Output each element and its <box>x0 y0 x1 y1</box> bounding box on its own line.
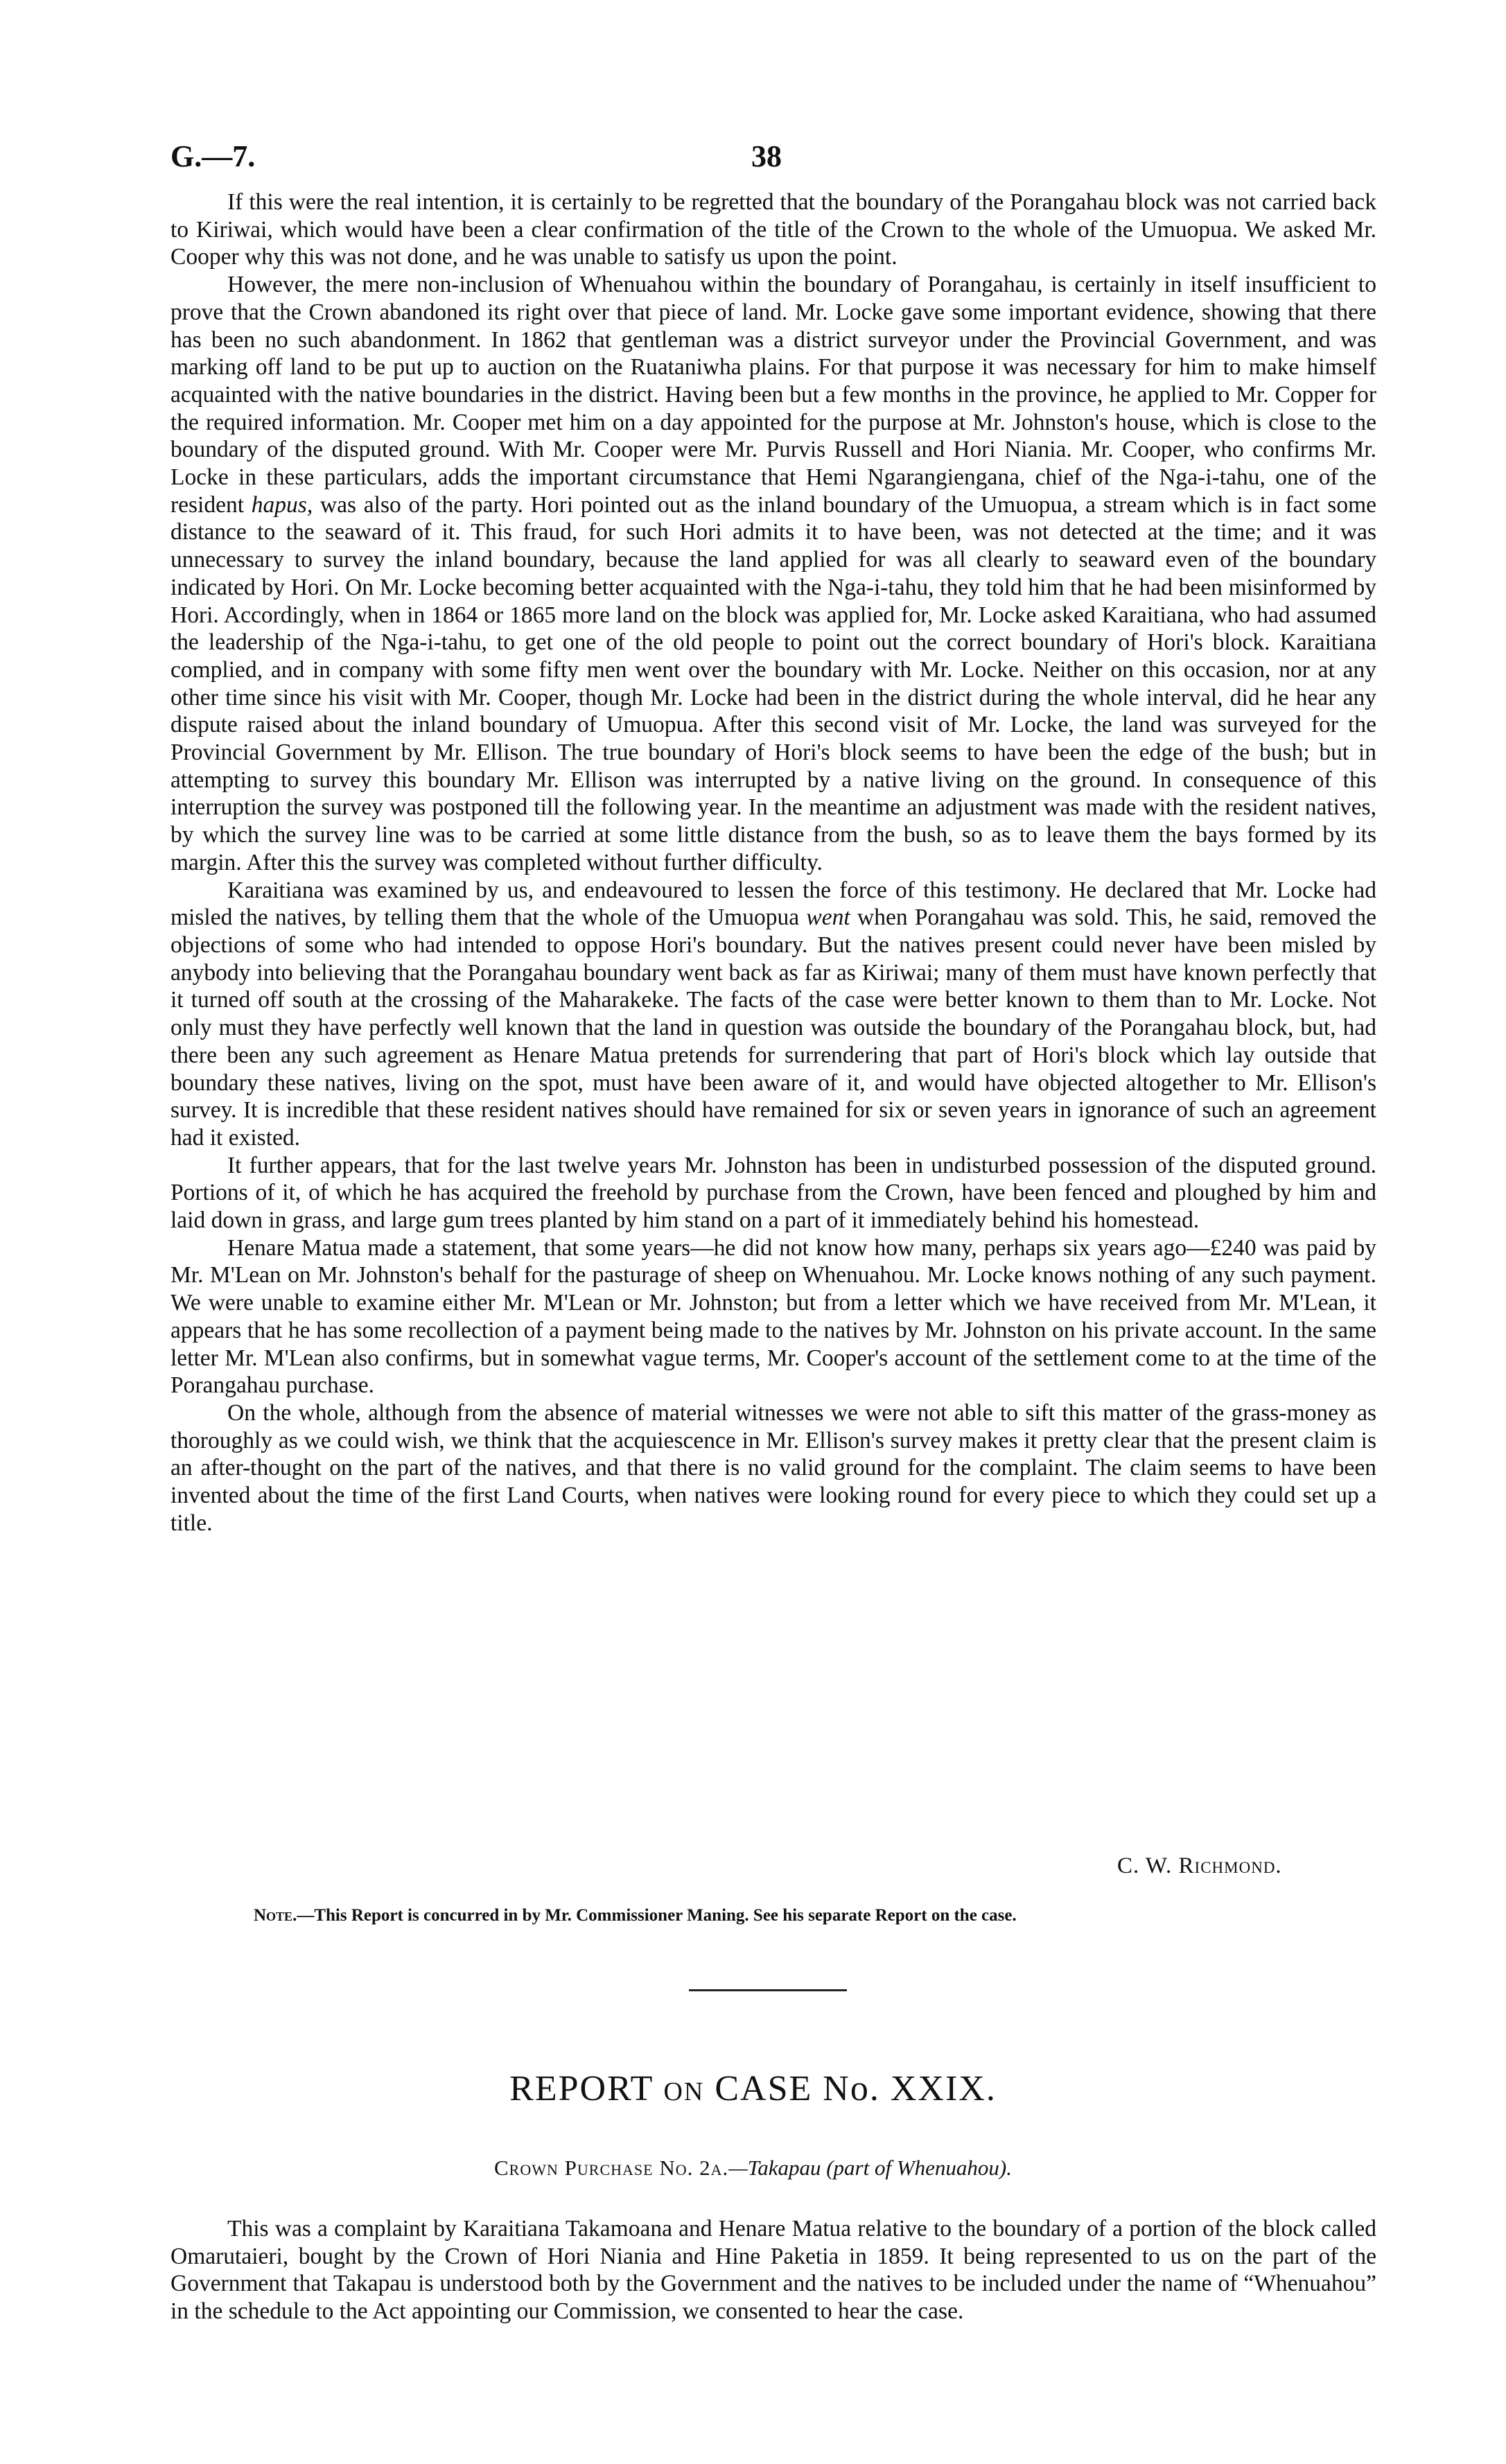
title-number: XXIX. <box>890 2069 997 2108</box>
italic-word: went <box>806 905 850 931</box>
paragraph-text: Karaitiana was examined by us, and endeavoured to lessen the force of this testimony. He declared that Mr. Locke had misled the natives, by telling them that the whole of the Umuopua <box>170 877 1376 931</box>
title-word: No. <box>823 2069 880 2108</box>
paragraph-intention: If this were the real intention, it is certainly to be regretted that the boundary of the Porangahau block was not carried back to Kiriwai, which would have been a clear confirmation of the title of the Crown to the whole of the Umuopua. We asked Mr. Cooper why this was not done, and he was unable to satisfy us upon the point. <box>170 189 1376 270</box>
paragraph-complaint: This was a complaint by Karaitiana Takamoana and Henare Matua relative to the boundary of a portion of the block called Omarutaieri, bought by the Crown of Hori Niania and Hine Paketia in 1859. It being represented to us on the part of the Government that Takapau is understood both by the Government and the natives to be included under the name of “Whenuahou” in the schedule to the Act appointing our Commission, we consented to hear the case. <box>170 2216 1376 2325</box>
signature: C. W. Richmond. <box>1117 1853 1282 1878</box>
paragraph-locke-evidence <box>170 271 1376 876</box>
section-divider <box>689 1989 847 1991</box>
case-report-text <box>170 2215 1376 2325</box>
paper-reference: G.—7. <box>170 139 256 173</box>
paragraph-karaitiana <box>170 877 1376 1152</box>
footnote <box>254 1906 1363 1925</box>
report-subtitle <box>0 2156 1506 2181</box>
page-header <box>170 139 1376 180</box>
paragraph-possession: It further appears, that for the last twelve years Mr. Johnston has been in undisturbed possession of the disputed ground. Portions of it, of which he has acquired the freehold by purchase from the Crown, have been fenced and ploughed by him and laid down in grass, and large gum trees planted by him stand on a part of it immediately behind his homestead. <box>170 1152 1376 1234</box>
italic-word: hapus, <box>251 491 313 518</box>
paragraph-conclusion: On the whole, although from the absence of material witnesses we were not able to sift this matter of the grass-money as thoroughly as we could wish, we think that the acquiescence in Mr. Ellison's survey makes it pretty clear that the present claim is an after-thought on the part of the natives, and that there is no valid ground for the complaint. The claim seems to have been invented about the time of the first Land Courts, when natives were looking round for every piece to which they could set up a title. <box>170 1399 1376 1536</box>
paragraph-text: was also of the party. Hori pointed out as the inland boundary of the Umuopua, a stream which is in fact some distance to the seaward of it. This fraud, for such Hori admits it to have been, was not detected at the time; and it was unnecessary to survey the inland boundary, because the land applied for was all clearly to seaward even of the boundary indicated by Hori. On Mr. Locke becoming better acquainted with the Nga-i-tahu, they told him that he had been misinformed by Hori. Accordingly, when in 1864 or 1865 more land on the block was applied for, Mr. Locke asked Karaitiana, who had assumed the leadership of the Nga-i-tahu, to get one of the old people to point out the correct boundary of Hori's block. Karaitiana complied, and in company with some fifty men went over the boundary with Mr. Locke. Neither on this occasion, nor at any other time since his visit with Mr. Cooper, though Mr. Locke had been in the district during the whole interval, did he hear any dispute raised about the inland boundary of Umuopua. After this second visit of Mr. Locke, the land was surveyed for the Provincial Government by Mr. Ellison. The true boundary of Hori's block seems to have been the edge of the bush; but in attempting to survey this boundary Mr. Ellison was interrupted by a native living on the ground. In consequence of this interruption the survey was postponed till the following year. In the meantime an adjustment was made with the resident natives, by which the survey line was to be carried at some little distance from the bush, so as to leave them the bays formed by its margin. After this the survey was completed without further difficulty. <box>170 491 1377 875</box>
note-lead: Note. <box>254 1906 297 1925</box>
title-word: REPORT <box>509 2069 654 2108</box>
page-number: 38 <box>751 139 782 173</box>
paragraph-text: when Porangahau was sold. This, he said, removed the objections of some who had intended to oppose Hori's boundary. But the natives present could never have been misled by anybody into believing that the Porangahau boundary went back as far as Kiriwai; many of them must have known perfectly that it turned off south at the crossing of the Maharakeke. The facts of the case were better known to them than to Mr. Locke. Not only must they have perfectly well known that the land in question was outside the boundary of the Porangahau block, but, had there been any such agreement as Henare Matua pretends for surrendering that part of Hori's block which lay outside that boundary these natives, living on the spot, must have been aware of it, and would have objected altogether to Mr. Ellison's survey. It is incredible that these resident natives should have remained for six or seven years in ignorance of such an agreement had it existed. <box>170 905 1377 1151</box>
paragraph-text: However, the mere non-inclusion of Whenuahou within the boundary of Porangahau, is certainly in itself insufficient to prove that the Crown abandoned its right over that piece of land. Mr. Locke gave some important evidence, showing that there has been no such abandonment. In 1862 that gentleman was a district surveyor under the Provincial Government, and was marking off land to be put up to auction on the Ruataniwha plains. For that purpose it was necessary for him to make himself acquainted with the native boundaries in the district. Having been but a few months in the province, he applied to Mr. Copper for the required information. Mr. Cooper met him on a day appointed for the purpose at Mr. Johnston's house, which is close to the boundary of the disputed ground. With Mr. Cooper were Mr. Purvis Russell and Hori Niania. Mr. Cooper, who confirms Mr. Locke in these particulars, adds the important circumstance that Hemi Ngarangiengana, chief of the Nga-i-tahu, one of the resident <box>170 272 1376 518</box>
title-word: CASE <box>715 2069 813 2108</box>
report-title <box>0 2068 1506 2109</box>
paragraph-henare-statement: Henare Matua made a statement, that some years—he did not know how many, perhaps six years ago—£240 was paid by Mr. M'Lean on Mr. Johnston's behalf for the pasturage of sheep on Whenuahou. Mr. Locke knows nothing of any such payment. We were unable to examine either Mr. M'Lean or Mr. Johnston; but from a letter which we have received from Mr. M'Lean, it appears that he has some recollection of a payment being made to the natives by Mr. Johnston on his private account. In the same letter Mr. M'Lean also confirms, but in somewhat vague terms, Mr. Cooper's account of the settlement come to at the time of the Porangahau purchase. <box>170 1234 1376 1399</box>
note-text: —This Report is concurred in by Mr. Commissioner Maning. See his separate Report on the case. <box>297 1906 1017 1925</box>
subtitle-purchase: Crown Purchase No. 2a. <box>494 2156 729 2180</box>
subtitle-place: —Takapau (part of Whenuahou). <box>728 2156 1012 2180</box>
report-body-text <box>170 189 1376 1537</box>
title-word: ON <box>663 2077 705 2106</box>
